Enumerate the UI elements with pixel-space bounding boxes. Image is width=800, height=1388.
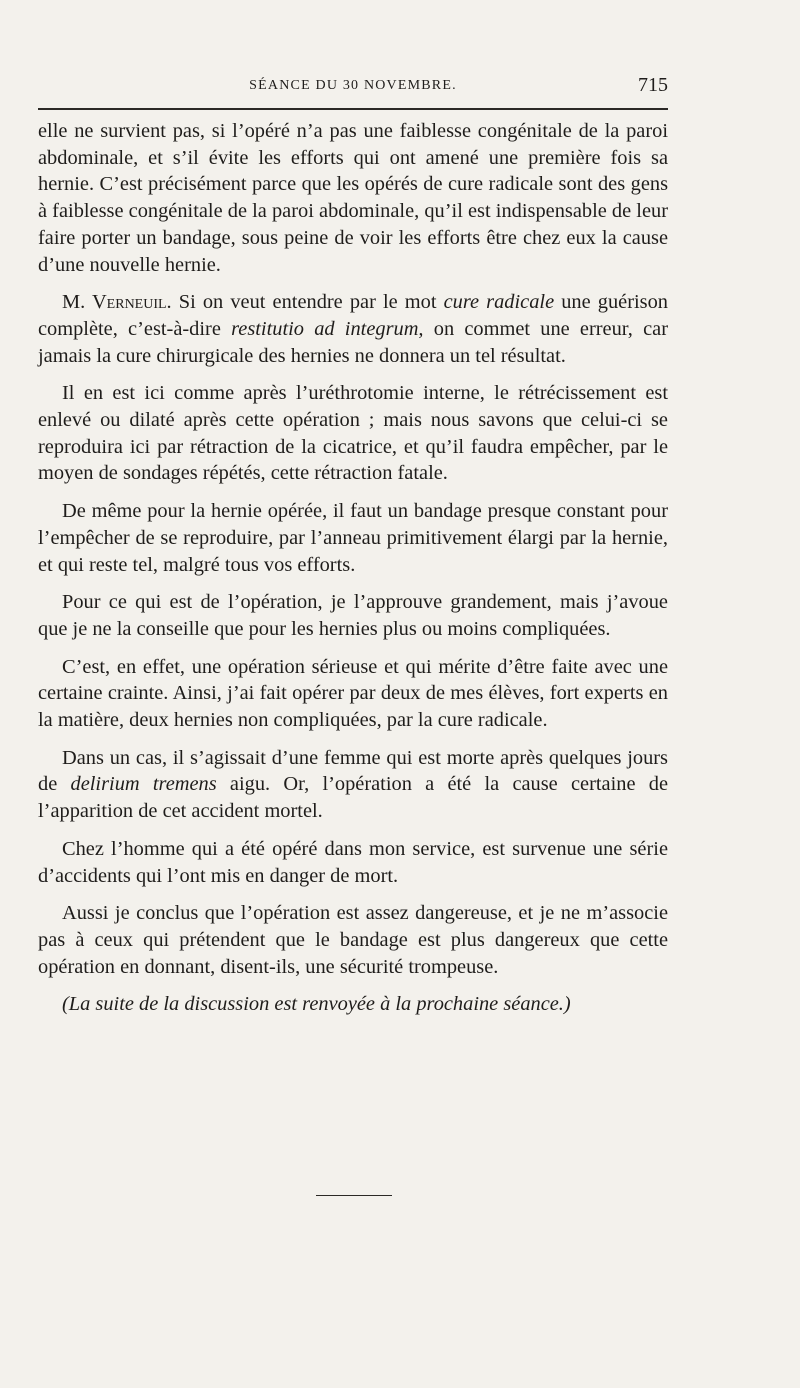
paragraph-1: elle ne survient pas, si l’opéré n’a pas une faiblesse congénitale de la paroi abdominale, et s’il évite les efforts qui ont amené une première fois sa hernie. C’est précisément parce que les opérés de cure radicale sont des gens à faiblesse congénitale de la paroi abdominale, qu’il est indispensable de leur faire porter un bandage, sous peine de voir les efforts être chez eux la cause d’une nouvelle hernie. xyxy=(38,120,668,276)
paragraph-7 xyxy=(38,745,668,825)
paragraph-2-italic-a: cure radicale xyxy=(443,291,555,314)
paragraph-2-text-a: Si on veut entendre par le mot xyxy=(171,291,444,314)
text-body xyxy=(38,118,668,1018)
paragraph-6: C’est, en effet, une opération sérieuse et qui mérite d’être faite avec une certaine crainte. Ainsi, j’ai fait opérer par deux de mes élèves, fort experts en la matière, deux hernies non compliquées, par la cure radicale. xyxy=(38,655,668,732)
paragraph-5: Pour ce qui est de l’opération, je l’approuve grandement, mais j’avoue que je ne la conseille que pour les hernies plus ou moins compliquées. xyxy=(38,591,668,640)
paragraph-7-italic: delirium tremens xyxy=(70,773,217,796)
running-head: SÉANCE DU 30 NOVEMBRE. xyxy=(249,78,457,93)
paragraph-4: De même pour la hernie opérée, il faut un bandage presque constant pour l’empêcher de se reproduire, par l’anneau primitivement élargi par la hernie, et qui reste tel, malgré tous vos efforts. xyxy=(38,500,668,576)
paragraph-8: Chez l’homme qui a été opéré dans mon service, est survenue une série d’accidents qui l’ont mis en danger de mort. xyxy=(38,837,668,887)
closing-note: (La suite de la discussion est renvoyée à la prochaine séance.) xyxy=(62,993,571,1016)
paragraph-7-text-a: Dans un cas, il s’agissait d’une femme qui est morte après quelques jours de xyxy=(38,746,668,796)
paragraph-2-text-b: une guérison complète, c’est-à-dire xyxy=(38,291,668,340)
paragraph-7-text-b: aigu. Or, l’opération a été la cause certaine de l’apparition de cet accident mortel. xyxy=(38,773,669,823)
header-rule xyxy=(38,108,668,110)
paragraph-2-italic-b: restitutio ad integrum, xyxy=(231,317,424,340)
paragraph-2-text-c: on commet une erreur, car jamais la cure chirurgicale des hernies ne donnera un tel résultat. xyxy=(38,317,668,367)
end-rule xyxy=(316,1195,392,1196)
paragraph-9: Aussi je conclus que l’opération est assez dangereuse, et je ne m’associe pas à ceux qui prétendent que le bandage est plus dangereux que cette opération en donnant, disent-ils, une sécurité trompeuse. xyxy=(38,902,668,978)
paragraph-3: Il en est ici comme après l’uréthrotomie interne, le rétrécissement est enlevé ou dilaté après cette opération ; mais nous savons que celui-ci se reproduira ici par rétraction de la cicatrice, et qu’il faudra empêcher, par le moyen de sondages répétés, cette rétraction fatale. xyxy=(38,382,668,485)
page-header xyxy=(38,74,668,102)
paragraph-2 xyxy=(38,289,668,369)
speaker-name: M. Verneuil. xyxy=(62,291,172,314)
page-number: 715 xyxy=(638,74,668,96)
